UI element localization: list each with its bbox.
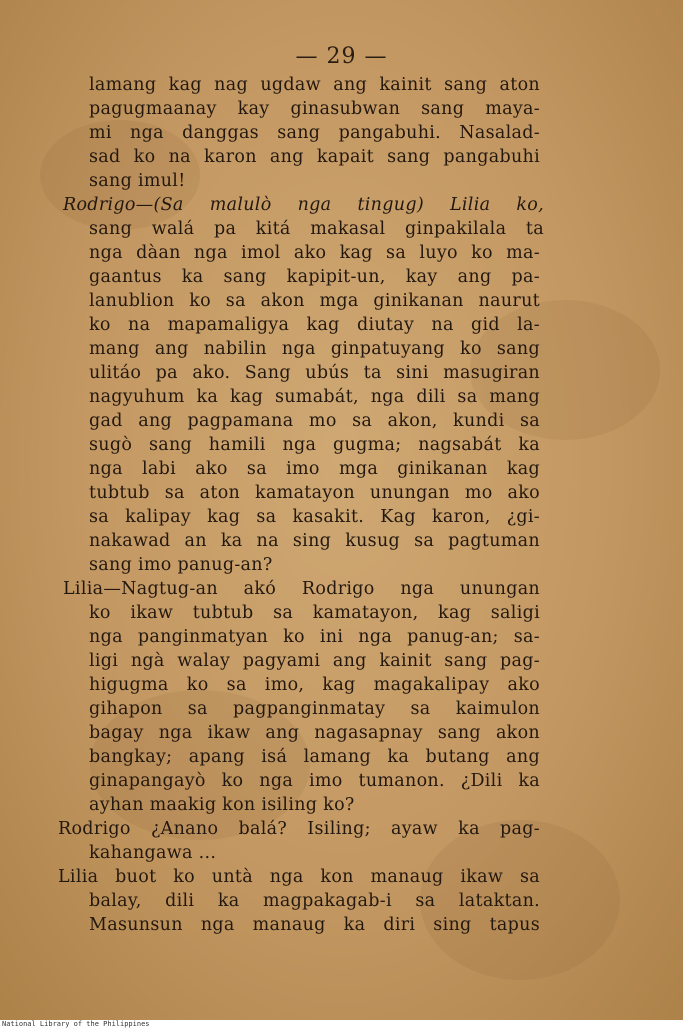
text-line: gihapon sa pagpanginmatay sa kaimulon xyxy=(89,699,540,719)
speaker-line-lilia: Lilia buot ko untà nga kon manaug ikaw sa xyxy=(58,867,540,887)
text-line: ayhan maakig kon isiling ko? xyxy=(89,795,355,815)
text-line: ko na mapamaligya kag diutay na gid la- xyxy=(89,315,540,335)
text-line: gad ang pagpamana mo sa akon, kundi sa xyxy=(89,411,540,431)
text-line: sang walá pa kitá makasal ginpakilala ta xyxy=(89,219,544,239)
text-line: balay, dili ka magpakagab-i sa lataktan. xyxy=(89,891,540,911)
text-line: sang imo panug-an? xyxy=(89,555,273,575)
text-line: Masunsun nga manaug ka diri sing tapus xyxy=(89,915,540,935)
speaker-line-lilia: Lilia—Nagtug-an akó Rodrigo nga unungan xyxy=(63,579,540,599)
text-line: sad ko na karon ang kapait sang pangabuhi xyxy=(89,147,540,167)
text-line: nga labi ako sa imo mga ginikanan kag xyxy=(89,459,540,479)
text-line: bagay nga ikaw ang nagasapnay sang akon xyxy=(89,723,540,743)
text-line: nakawad an ka na sing kusug sa pagtuman xyxy=(89,531,540,551)
page-number: — 29 — xyxy=(295,44,388,69)
text-line: mang ang nabilin nga ginpatuyang ko sang xyxy=(89,339,540,359)
text-line: sang imul! xyxy=(89,171,186,191)
text-line: lanublion ko sa akon mga ginikanan naurut xyxy=(89,291,540,311)
library-credit: National Library of the Philippines xyxy=(2,1020,402,1028)
speaker-line-rodrigo: Rodrigo ¿Anano balá? Isiling; ayaw ka pag- xyxy=(58,819,540,839)
text-line: ulitáo pa ako. Sang ubús ta sini masugiran xyxy=(89,363,540,383)
text-line: nga panginmatyan ko ini nga panug-an; sa- xyxy=(89,627,540,647)
text-line: sa kalipay kag sa kasakit. Kag karon, ¿gi- xyxy=(89,507,540,527)
text-line: kahangawa ... xyxy=(89,843,217,863)
text-line: sugò sang hamili nga gugma; nagsabát ka xyxy=(89,435,540,455)
speaker-line-rodrigo: Rodrigo—(Sa malulò nga tingug) Lilia ko, xyxy=(63,195,544,215)
text-line: tubtub sa aton kamatayon unungan mo ako xyxy=(89,483,540,503)
text-line: bangkay; apang isá lamang ka butang ang xyxy=(89,747,540,767)
text-line: ligi ngà walay pagyami ang kainit sang pag- xyxy=(89,651,540,671)
text-line: gaantus ka sang kapipit-un, kay ang pa- xyxy=(89,267,540,287)
text-line: ko ikaw tubtub sa kamatayon, kag saligi xyxy=(89,603,540,623)
text-line: higugma ko sa imo, kag magakalipay ako xyxy=(89,675,540,695)
text-line: pagugmaanay kay ginasubwan sang maya- xyxy=(89,99,540,119)
text-line: ginapangayò ko nga imo tumanon. ¿Dili ka xyxy=(89,771,540,791)
text-line: nga dàan nga imol ako kag sa luyo ko ma- xyxy=(89,243,540,263)
text-line: nagyuhum ka kag sumabát, nga dili sa mang xyxy=(89,387,540,407)
text-line: mi nga danggas sang pangabuhi. Nasalad- xyxy=(89,123,540,143)
text-line: lamang kag nag ugdaw ang kainit sang aton xyxy=(89,75,540,95)
